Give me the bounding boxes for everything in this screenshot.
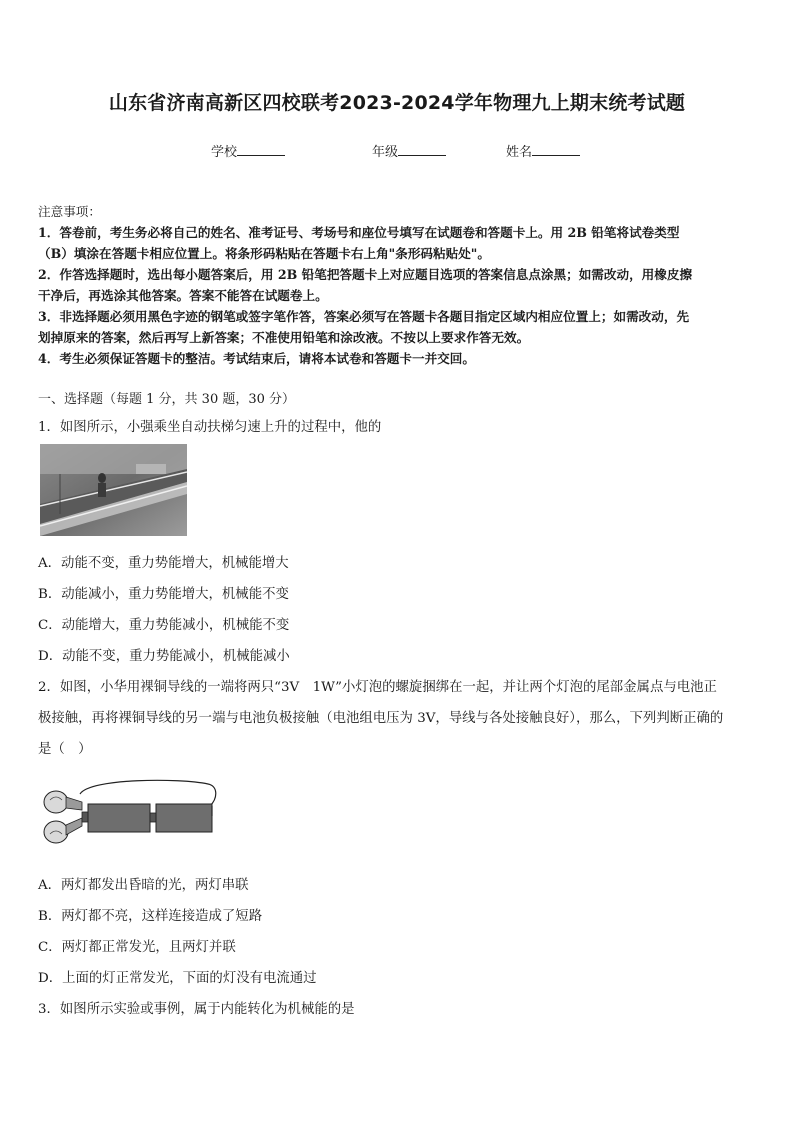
grade-label: 年级 <box>372 145 399 160</box>
school-label: 学校 <box>211 145 238 160</box>
question-2-option-a[interactable]: A．两灯都发出昏暗的光，两灯串联 <box>38 878 249 893</box>
page-title: 山东省济南高新区四校联考2023-2024学年物理九上期末统考试题 <box>108 92 686 114</box>
note-line: （B）填涂在答题卡相应位置上。将条形码粘贴在答题卡右上角"条形码粘贴处"。 <box>38 246 490 261</box>
question-1-option-d[interactable]: D．动能不变，重力势能减小，机械能减小 <box>38 649 290 664</box>
student-info-row <box>0 141 794 161</box>
note-line: 划掉原来的答案，然后再写上新答案；不准使用铅笔和涂改液。不按以上要求作答无效。 <box>38 330 530 345</box>
question-1-option-b[interactable]: B．动能减小，重力势能增大，机械能不变 <box>38 587 289 602</box>
name-blank <box>532 143 580 156</box>
note-line: 1．答卷前，考生务必将自己的姓名、准考证号、考场号和座位号填写在试题卷和答题卡上。用 2B 铅笔将试卷类型 <box>38 225 680 240</box>
school-blank <box>237 143 285 156</box>
note-line: 干净后，再选涂其他答案。答案不能答在试题卷上。 <box>38 288 328 303</box>
question-2-option-d[interactable]: D．上面的灯正常发光，下面的灯没有电流通过 <box>38 971 317 986</box>
question-2-stem-line: 极接触，再将裸铜导线的另一端与电池负极接触（电池组电压为 3V，导线与各处接触良好），那么，下列判断正确的 <box>38 711 724 726</box>
note-line: 3．非选择题必须用黑色字迹的钢笔或签字笔作答，答案必须写在答题卡各题目指定区域内相应位置上；如需改动，先 <box>38 309 690 324</box>
question-2-option-b[interactable]: B．两灯都不亮，这样连接造成了短路 <box>38 909 263 924</box>
section-heading: 一、选择题（每题 1 分，共 30 题，30 分） <box>38 392 296 407</box>
question-2-option-c[interactable]: C．两灯都正常发光，且两灯并联 <box>38 940 236 955</box>
name-field <box>506 141 580 160</box>
question-1-option-a[interactable]: A．动能不变，重力势能增大，机械能增大 <box>38 556 289 571</box>
question-3-stem: 3．如图所示实验或事例，属于内能转化为机械能的是 <box>38 1002 355 1017</box>
name-label: 姓名 <box>506 145 533 160</box>
grade-field <box>372 141 446 160</box>
question-2-stem-line: 2．如图，小华用裸铜导线的一端将两只“3V 1W”小灯泡的螺旋捆绑在一起，并让两个灯泡的尾部金属点与电池正 <box>38 680 717 695</box>
question-1-stem: 1．如图所示，小强乘坐自动扶梯匀速上升的过程中，他的 <box>38 420 382 435</box>
question-2-stem-line: 是（ ） <box>38 742 92 757</box>
school-field <box>211 141 285 160</box>
note-line: 4．考生必须保证答题卡的整洁。考试结束后，请将本试卷和答题卡一并交回。 <box>38 351 475 366</box>
question-1-option-c[interactable]: C．动能增大，重力势能减小，机械能不变 <box>38 618 290 633</box>
grade-blank <box>398 143 446 156</box>
bulbs-battery-diagram <box>40 776 220 854</box>
notes-heading: 注意事项： <box>38 204 101 219</box>
escalator-photo <box>40 444 187 536</box>
note-line: 2．作答选择题时，选出每小题答案后，用 2B 铅笔把答题卡上对应题目选项的答案信息点涂黑；如需改动，用橡皮擦 <box>38 267 693 282</box>
